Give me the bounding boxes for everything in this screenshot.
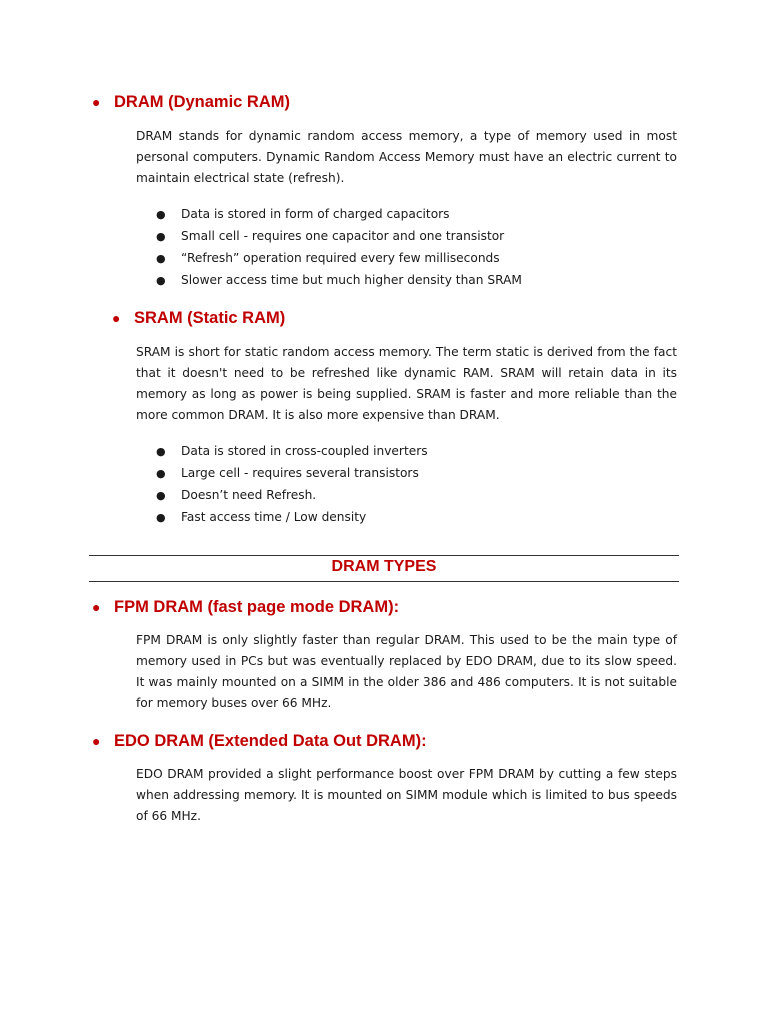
bullet-icon: ● [156, 230, 166, 243]
dram-types-title: DRAM TYPES [331, 558, 437, 575]
bullet-icon: ● [156, 467, 166, 480]
fpm-description: FPM DRAM is only slightly faster than regular DRAM. This used to be the main type of memory used in PCs but was eventually replaced by EDO DRAM, due to its slow speed. It was mainly mounted on a SIMM in the older 386 and 486 computers. It is not suitable for memory buses over 66 MHz. [136, 633, 677, 710]
list-item: ● Large cell - requires several transistors [156, 462, 428, 484]
bullet-icon: ● [156, 445, 166, 458]
list-item: ● Data is stored in form of charged capacitors [156, 203, 522, 225]
edo-title: EDO DRAM (Extended Data Out DRAM): [114, 732, 427, 750]
bullet-icon: ● [156, 274, 166, 287]
list-item: ● Data is stored in cross-coupled inverters [156, 440, 428, 462]
bullet-icon: ● [156, 489, 166, 502]
list-item: ● Slower access time but much higher density than SRAM [156, 269, 522, 291]
fpm-heading [92, 597, 399, 617]
bullet-icon: ● [92, 599, 101, 615]
list-item: ● Doesn’t need Refresh. [156, 484, 428, 506]
sram-heading [112, 308, 285, 328]
section-top-rule [89, 555, 679, 556]
bullet-icon: ● [156, 511, 166, 524]
edo-description: EDO DRAM provided a slight performance boost over FPM DRAM by cutting a few steps when addressing memory. It is mounted on SIMM module which is limited to bus speeds of 66 MHz. [136, 767, 677, 823]
bullet-icon: ● [156, 252, 166, 265]
list-item: ● Fast access time / Low density [156, 506, 428, 528]
section-bottom-rule [89, 581, 679, 582]
dram-points-list [156, 203, 522, 291]
dram-heading [92, 92, 290, 112]
dram-description: DRAM stands for dynamic random access memory, a type of memory used in most personal computers. Dynamic Random Access Memory must have an electric current to maintain electrical state (refresh). [136, 129, 677, 185]
bullet-icon: ● [92, 733, 101, 749]
edo-heading [92, 731, 427, 751]
bullet-icon: ● [156, 208, 166, 221]
bullet-icon: ● [112, 310, 121, 326]
sram-points-list [156, 440, 428, 528]
fpm-title: FPM DRAM (fast page mode DRAM): [114, 598, 400, 616]
list-item: ● “Refresh” operation required every few milliseconds [156, 247, 522, 269]
list-item: ● Small cell - requires one capacitor and one transistor [156, 225, 522, 247]
sram-description: SRAM is short for static random access memory. The term static is derived from the fact that it doesn't need to be refreshed like dynamic RAM. SRAM will retain data in its memory as long as power is being supplied. SRAM is faster and more reliable than the more common DRAM. It is also more expensive than DRAM. [136, 345, 677, 422]
bullet-icon: ● [92, 94, 101, 110]
dram-title: DRAM (Dynamic RAM) [114, 93, 291, 111]
sram-title: SRAM (Static RAM) [134, 309, 286, 327]
